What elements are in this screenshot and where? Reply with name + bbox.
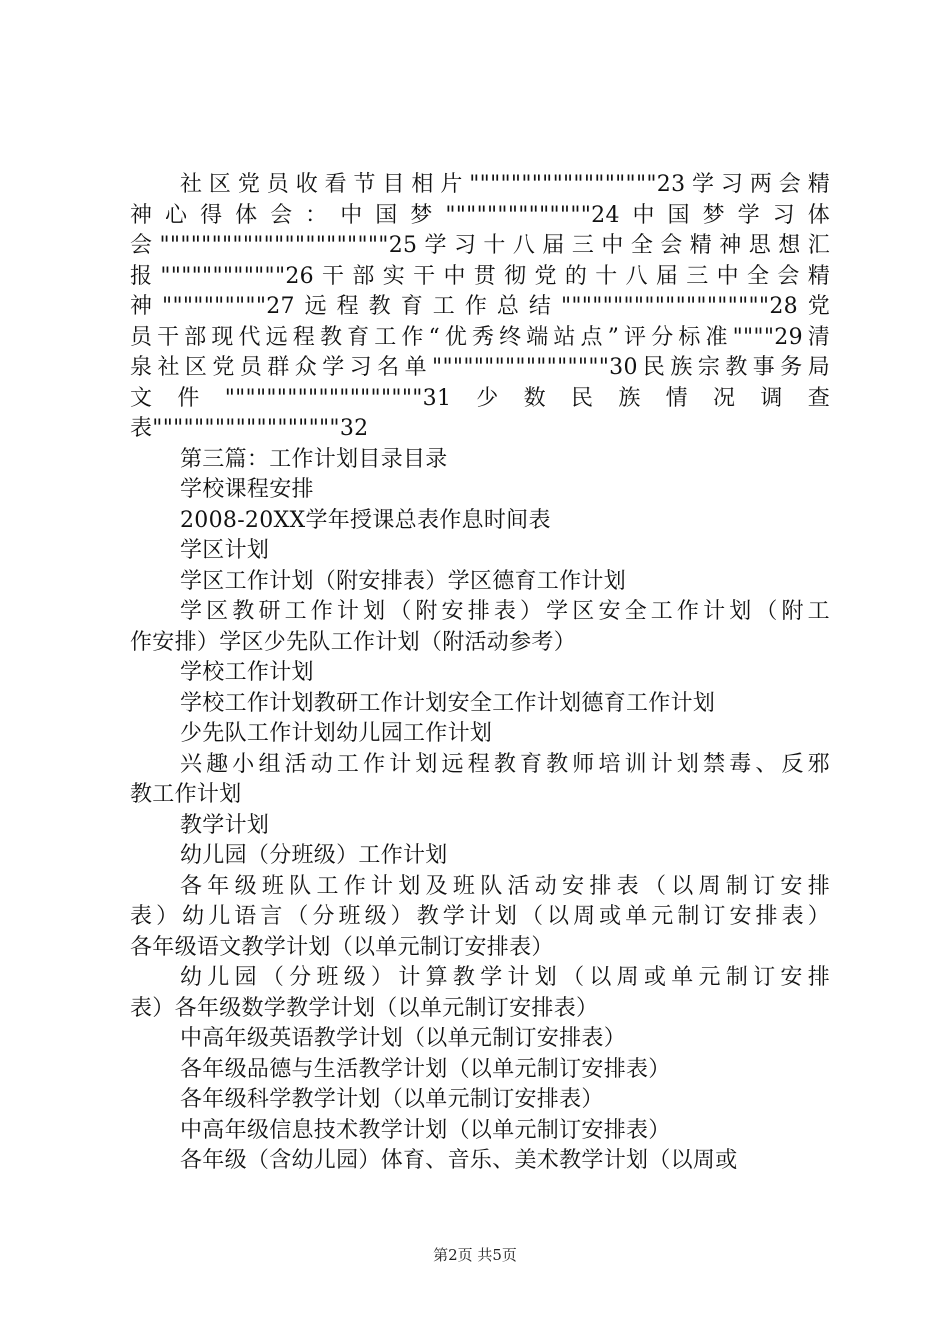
list-item: 幼儿园（分班级）工作计划 (180, 843, 448, 868)
text-line: 会""""""""""""""""""""""25学习十八届三中全会精神思想汇 (130, 233, 830, 258)
list-item: 学校工作计划教研工作计划安全工作计划德育工作计划 (180, 690, 716, 716)
list-item: 中高年级英语教学计划（以单元制订安排表） (180, 1026, 627, 1051)
list-item: 各年级科学教学计划（以单元制订安排表） (180, 1087, 604, 1112)
list-item: 2008-20XX学年授课总表作息时间表 (180, 507, 551, 533)
list-item: 教学计划 (180, 812, 270, 838)
text-line: 神""""""""""27远程教育工作总结""""""""""""""""""""28党 (130, 294, 830, 319)
page-footer: 第2页 共5页 (433, 1246, 517, 1264)
text-line: 兴趣小组活动工作计划远程教育教师培训计划禁毒、反邪 (180, 751, 830, 777)
list-item (130, 750, 830, 811)
list-item (130, 872, 830, 964)
text-line: 教工作计划 (130, 782, 242, 807)
text-line: 报""""""""""""26干部实干中贯彻党的十八届三中全会精 (130, 263, 830, 289)
document-body (130, 170, 830, 1177)
list-item: 中高年级信息技术教学计划（以单元制订安排表） (180, 1117, 671, 1143)
list-item (130, 597, 830, 658)
text-line: 神心得体会：中国梦""""""""""""""24中国梦学习体 (130, 202, 830, 228)
list-item: 各年级品德与生活教学计划（以单元制订安排表） (180, 1056, 671, 1082)
text-line: 表）幼儿语言（分班级）教学计划（以周或单元制订安排表） (130, 904, 830, 929)
text-line: 幼儿园（分班级）计算教学计划（以周或单元制订安排 (180, 965, 830, 990)
text-line: 作安排）学区少先队工作计划（附活动参考） (130, 629, 577, 655)
list-item (130, 963, 830, 1024)
list-item: 少先队工作计划幼儿园工作计划 (180, 721, 493, 746)
list-item: 学区计划 (180, 538, 270, 563)
text-line: 员干部现代远程教育工作“优秀终端站点”评分标准""""29清 (130, 324, 830, 350)
text-line: 各年级班队工作计划及班队活动安排表（以周制订安排 (180, 873, 830, 899)
text-line: 社区党员收看节目相片""""""""""""""""""23学习两会精 (180, 172, 830, 197)
text-line: 文件"""""""""""""""""""31少数民族情况调查 (130, 385, 830, 411)
list-item: 学区工作计划（附安排表）学区德育工作计划 (180, 568, 627, 594)
text-line: 各年级语文教学计划（以单元制订安排表） (130, 934, 554, 960)
text-line: 表""""""""""""""""""32 (130, 416, 369, 441)
text-line: 表）各年级数学教学计划（以单元制订安排表） (130, 995, 599, 1021)
text-line: 学区教研工作计划（附安排表）学区安全工作计划（附工 (180, 599, 830, 624)
text-line: 泉社区党员群众学习名单"""""""""""""""""30民族宗教事务局 (130, 355, 830, 380)
paragraph-toc-continuation (130, 170, 830, 445)
list-item: 学校课程安排 (180, 477, 314, 502)
section-heading-part3: 第三篇：工作计划目录目录 (180, 446, 448, 472)
list-item: 各年级（含幼儿园）体育、音乐、美术教学计划（以周或 (180, 1148, 738, 1173)
list-item: 学校工作计划 (180, 660, 314, 685)
